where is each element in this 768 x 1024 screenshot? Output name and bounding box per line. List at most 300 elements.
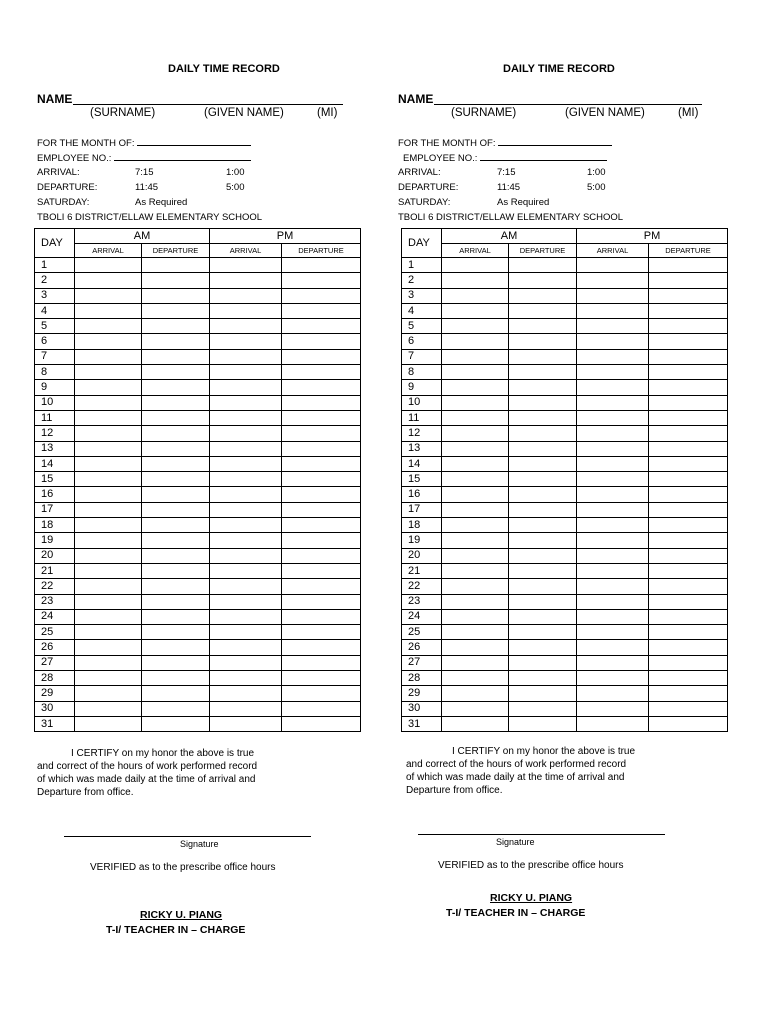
saturday-label: SATURDAY: <box>37 197 90 208</box>
pm-arrival-cell[interactable] <box>577 716 649 731</box>
pm-departure-cell[interactable] <box>282 472 361 487</box>
pm-arrival-cell[interactable] <box>577 395 649 410</box>
pm-arrival-cell[interactable] <box>577 548 649 563</box>
pm-departure-cell[interactable] <box>649 594 728 609</box>
pm-departure-cell[interactable] <box>649 563 728 578</box>
am-departure-cell[interactable] <box>142 319 210 334</box>
pm-departure-cell[interactable] <box>282 579 361 594</box>
pm-arrival-cell[interactable] <box>577 303 649 318</box>
am-departure-cell[interactable] <box>142 303 210 318</box>
am-departure-cell[interactable] <box>142 579 210 594</box>
am-arrival-cell[interactable] <box>442 625 509 640</box>
am-arrival-cell[interactable] <box>442 579 509 594</box>
dtr-form-right <box>398 0 728 1024</box>
am-arrival-cell[interactable] <box>75 288 142 303</box>
am-departure-cell[interactable] <box>142 609 210 624</box>
pm-arrival-cell[interactable] <box>577 625 649 640</box>
pm-arrival-cell[interactable] <box>577 579 649 594</box>
am-departure-cell[interactable] <box>509 426 577 441</box>
table-row <box>35 655 361 670</box>
pm-arrival-cell[interactable] <box>210 334 282 349</box>
am-arrival-cell[interactable] <box>442 395 509 410</box>
pm-departure-cell[interactable] <box>649 288 728 303</box>
pm-arrival-cell[interactable] <box>577 349 649 364</box>
pm-departure-cell[interactable] <box>649 349 728 364</box>
am-departure-cell[interactable] <box>509 579 577 594</box>
day-number: 20 <box>402 548 442 563</box>
am-departure-cell[interactable] <box>509 334 577 349</box>
am-arrival-cell[interactable] <box>75 319 142 334</box>
am-departure-cell[interactable] <box>509 365 577 380</box>
am-departure-cell[interactable] <box>509 609 577 624</box>
am-arrival-cell[interactable] <box>442 655 509 670</box>
pm-departure-cell[interactable] <box>282 334 361 349</box>
table-row <box>35 319 361 334</box>
pm-departure-cell[interactable] <box>649 533 728 548</box>
am-departure-cell[interactable] <box>142 487 210 502</box>
am-departure-cell[interactable] <box>142 441 210 456</box>
day-number: 22 <box>35 579 75 594</box>
pm-departure-cell[interactable] <box>282 395 361 410</box>
pm-arrival-cell[interactable] <box>210 441 282 456</box>
pm-arrival-cell[interactable] <box>210 426 282 441</box>
pm-departure-cell[interactable] <box>649 334 728 349</box>
am-departure-cell[interactable] <box>142 548 210 563</box>
am-arrival-cell[interactable] <box>442 349 509 364</box>
am-arrival-cell[interactable] <box>442 548 509 563</box>
pm-arrival-cell[interactable] <box>577 563 649 578</box>
am-arrival-cell[interactable] <box>442 472 509 487</box>
day-number: 7 <box>402 349 442 364</box>
am-arrival-cell[interactable] <box>75 365 142 380</box>
day-number: 26 <box>402 640 442 655</box>
am-departure-cell[interactable] <box>509 273 577 288</box>
am-arrival-cell[interactable] <box>75 671 142 686</box>
pm-arrival-cell[interactable] <box>577 655 649 670</box>
am-arrival-cell[interactable] <box>442 609 509 624</box>
pm-departure-cell[interactable] <box>282 548 361 563</box>
pm-departure-cell[interactable] <box>649 426 728 441</box>
pm-arrival-cell[interactable] <box>577 334 649 349</box>
am-departure-cell[interactable] <box>509 716 577 731</box>
am-departure-cell[interactable] <box>142 563 210 578</box>
table-row <box>35 395 361 410</box>
pm-arrival-cell[interactable] <box>210 701 282 716</box>
pm-arrival-cell[interactable] <box>210 303 282 318</box>
month-field[interactable] <box>137 137 251 146</box>
am-arrival-cell[interactable] <box>442 258 509 273</box>
pm-departure-cell[interactable] <box>282 319 361 334</box>
day-number: 31 <box>402 716 442 731</box>
pm-departure-cell[interactable] <box>649 671 728 686</box>
pm-arrival-cell[interactable] <box>577 365 649 380</box>
pm-departure-cell[interactable] <box>282 349 361 364</box>
am-departure-cell[interactable] <box>509 487 577 502</box>
pm-arrival-cell[interactable] <box>577 640 649 655</box>
am-arrival-cell[interactable] <box>75 548 142 563</box>
am-departure-cell[interactable] <box>142 518 210 533</box>
pm-arrival-cell[interactable] <box>577 686 649 701</box>
table-row <box>402 303 728 318</box>
am-arrival-cell[interactable] <box>75 258 142 273</box>
pm-arrival-cell[interactable] <box>210 686 282 701</box>
pm-departure-cell[interactable] <box>282 502 361 517</box>
am-departure-cell[interactable] <box>509 319 577 334</box>
day-number: 1 <box>35 258 75 273</box>
am-arrival-cell[interactable] <box>442 502 509 517</box>
pm-departure-cell[interactable] <box>649 319 728 334</box>
am-departure-cell[interactable] <box>509 533 577 548</box>
day-number: 4 <box>35 303 75 318</box>
pm-departure-cell[interactable] <box>649 380 728 395</box>
pm-departure-cell[interactable] <box>282 594 361 609</box>
am-departure-cell[interactable] <box>142 273 210 288</box>
am-departure-cell[interactable] <box>509 502 577 517</box>
pm-departure-cell[interactable] <box>649 441 728 456</box>
pm-departure-cell[interactable] <box>282 686 361 701</box>
am-departure-cell[interactable] <box>142 365 210 380</box>
am-departure-cell[interactable] <box>142 655 210 670</box>
pm-arrival-cell[interactable] <box>210 533 282 548</box>
given-name-caption: (GIVEN NAME) <box>565 107 645 119</box>
pm-arrival-cell[interactable] <box>210 518 282 533</box>
am-arrival-cell[interactable] <box>75 701 142 716</box>
pm-departure-cell[interactable] <box>282 487 361 502</box>
certification-line: I CERTIFY on my honor the above is true <box>452 746 636 757</box>
am-departure-cell[interactable] <box>509 655 577 670</box>
am-arrival-cell[interactable] <box>75 533 142 548</box>
am-arrival-cell[interactable] <box>75 579 142 594</box>
am-departure-cell[interactable] <box>142 395 210 410</box>
pm-departure-cell[interactable] <box>282 273 361 288</box>
pm-arrival-cell[interactable] <box>210 380 282 395</box>
pm-departure-cell[interactable] <box>649 701 728 716</box>
table-row <box>35 273 361 288</box>
am-departure-cell[interactable] <box>509 518 577 533</box>
pm-header: PM <box>577 229 728 244</box>
am-arrival-cell[interactable] <box>442 716 509 731</box>
am-departure-cell[interactable] <box>142 258 210 273</box>
table-row <box>35 594 361 609</box>
am-departure-cell[interactable] <box>142 426 210 441</box>
am-departure-cell[interactable] <box>509 671 577 686</box>
pm-arrival-cell[interactable] <box>210 410 282 425</box>
am-arrival-cell[interactable] <box>75 472 142 487</box>
am-arrival-cell[interactable] <box>442 303 509 318</box>
am-arrival-cell[interactable] <box>442 288 509 303</box>
am-departure-cell[interactable] <box>509 563 577 578</box>
am-departure-cell[interactable] <box>509 303 577 318</box>
pm-arrival-cell[interactable] <box>577 319 649 334</box>
am-arrival-cell[interactable] <box>75 487 142 502</box>
am-arrival-cell[interactable] <box>442 334 509 349</box>
departure-pm: 5:00 <box>587 182 606 193</box>
pm-departure-cell[interactable] <box>649 609 728 624</box>
pm-departure-cell[interactable] <box>649 548 728 563</box>
table-row <box>35 548 361 563</box>
pm-departure-cell[interactable] <box>282 625 361 640</box>
pm-arrival-cell[interactable] <box>577 288 649 303</box>
month-row <box>398 137 612 149</box>
pm-arrival-cell[interactable] <box>210 502 282 517</box>
pm-arrival-cell[interactable] <box>210 563 282 578</box>
am-departure-cell[interactable] <box>142 686 210 701</box>
signature-line[interactable] <box>64 836 311 837</box>
am-arrival-cell[interactable] <box>75 273 142 288</box>
am-arrival-cell[interactable] <box>75 563 142 578</box>
pm-departure-cell[interactable] <box>282 701 361 716</box>
am-departure-cell[interactable] <box>142 410 210 425</box>
am-arrival-cell[interactable] <box>75 441 142 456</box>
am-departure-cell[interactable] <box>142 533 210 548</box>
pm-departure-cell[interactable] <box>282 640 361 655</box>
name-line[interactable] <box>434 104 702 105</box>
pm-departure-cell[interactable] <box>282 410 361 425</box>
pm-arrival-cell[interactable] <box>210 671 282 686</box>
am-arrival-cell[interactable] <box>75 686 142 701</box>
pm-departure-cell[interactable] <box>649 472 728 487</box>
pm-departure-cell[interactable] <box>649 640 728 655</box>
pm-arrival-cell[interactable] <box>210 548 282 563</box>
day-number: 22 <box>402 579 442 594</box>
pm-arrival-cell[interactable] <box>577 487 649 502</box>
am-departure-cell[interactable] <box>142 625 210 640</box>
pm-departure-cell[interactable] <box>282 365 361 380</box>
pm-departure-cell[interactable] <box>649 410 728 425</box>
pm-arrival-cell[interactable] <box>210 579 282 594</box>
table-row <box>35 303 361 318</box>
pm-departure-cell[interactable] <box>649 625 728 640</box>
table-row <box>402 487 728 502</box>
am-arrival-cell[interactable] <box>75 518 142 533</box>
am-departure-cell[interactable] <box>142 716 210 731</box>
table-row <box>35 288 361 303</box>
am-departure-cell[interactable] <box>509 548 577 563</box>
pm-arrival-cell[interactable] <box>577 426 649 441</box>
am-departure-cell[interactable] <box>142 349 210 364</box>
am-departure-cell[interactable] <box>509 349 577 364</box>
table-row <box>35 518 361 533</box>
pm-arrival-cell[interactable] <box>577 441 649 456</box>
am-departure-header: DEPARTURE <box>142 244 210 258</box>
table-row <box>402 609 728 624</box>
am-arrival-cell[interactable] <box>75 410 142 425</box>
am-departure-cell[interactable] <box>142 640 210 655</box>
certification-line: of which was made daily at the time of arrival and <box>406 772 625 783</box>
pm-departure-cell[interactable] <box>282 288 361 303</box>
day-number: 2 <box>35 273 75 288</box>
surname-caption: (SURNAME) <box>451 107 517 119</box>
pm-departure-cell[interactable] <box>282 563 361 578</box>
am-departure-cell[interactable] <box>509 288 577 303</box>
am-arrival-cell[interactable] <box>75 640 142 655</box>
am-departure-cell[interactable] <box>142 502 210 517</box>
pm-departure-cell[interactable] <box>649 395 728 410</box>
am-departure-cell[interactable] <box>509 456 577 471</box>
pm-arrival-cell[interactable] <box>210 273 282 288</box>
am-departure-cell[interactable] <box>509 395 577 410</box>
pm-arrival-cell[interactable] <box>577 410 649 425</box>
form-title: DAILY TIME RECORD <box>168 63 280 75</box>
am-arrival-cell[interactable] <box>442 487 509 502</box>
pm-arrival-cell[interactable] <box>577 594 649 609</box>
pm-departure-cell[interactable] <box>649 273 728 288</box>
pm-departure-cell[interactable] <box>649 502 728 517</box>
am-arrival-cell[interactable] <box>75 395 142 410</box>
pm-departure-cell[interactable] <box>282 609 361 624</box>
table-row <box>35 380 361 395</box>
pm-arrival-cell[interactable] <box>577 472 649 487</box>
am-arrival-cell[interactable] <box>442 563 509 578</box>
am-arrival-cell[interactable] <box>442 319 509 334</box>
pm-departure-cell[interactable] <box>282 533 361 548</box>
pm-departure-cell[interactable] <box>282 426 361 441</box>
day-number: 3 <box>35 288 75 303</box>
am-departure-cell[interactable] <box>509 410 577 425</box>
pm-departure-cell[interactable] <box>649 365 728 380</box>
pm-departure-cell[interactable] <box>282 441 361 456</box>
employee-field[interactable] <box>480 152 607 161</box>
pm-arrival-cell[interactable] <box>577 518 649 533</box>
pm-departure-cell[interactable] <box>649 655 728 670</box>
day-number: 29 <box>402 686 442 701</box>
pm-arrival-cell[interactable] <box>210 655 282 670</box>
pm-arrival-cell[interactable] <box>210 716 282 731</box>
am-arrival-cell[interactable] <box>75 456 142 471</box>
am-departure-cell[interactable] <box>142 288 210 303</box>
pm-arrival-cell[interactable] <box>210 640 282 655</box>
am-departure-cell[interactable] <box>142 671 210 686</box>
pm-departure-cell[interactable] <box>649 456 728 471</box>
am-departure-cell[interactable] <box>142 472 210 487</box>
am-arrival-cell[interactable] <box>442 273 509 288</box>
pm-departure-cell[interactable] <box>282 671 361 686</box>
am-arrival-cell[interactable] <box>442 518 509 533</box>
am-arrival-cell[interactable] <box>442 410 509 425</box>
am-arrival-cell[interactable] <box>75 625 142 640</box>
am-arrival-cell[interactable] <box>442 701 509 716</box>
am-departure-cell[interactable] <box>509 441 577 456</box>
am-arrival-cell[interactable] <box>75 502 142 517</box>
pm-arrival-cell[interactable] <box>210 258 282 273</box>
am-departure-cell[interactable] <box>142 701 210 716</box>
am-arrival-cell[interactable] <box>75 609 142 624</box>
day-number: 6 <box>35 334 75 349</box>
pm-arrival-cell[interactable] <box>577 380 649 395</box>
am-departure-cell[interactable] <box>509 686 577 701</box>
verified-text: VERIFIED as to the prescribe office hours <box>90 862 276 873</box>
am-arrival-cell[interactable] <box>442 686 509 701</box>
pm-arrival-cell[interactable] <box>210 319 282 334</box>
am-departure-cell[interactable] <box>509 472 577 487</box>
am-departure-cell[interactable] <box>142 594 210 609</box>
am-arrival-cell[interactable] <box>75 426 142 441</box>
pm-arrival-cell[interactable] <box>210 395 282 410</box>
am-departure-cell[interactable] <box>509 640 577 655</box>
pm-departure-cell[interactable] <box>649 686 728 701</box>
day-number: 7 <box>35 349 75 364</box>
am-arrival-cell[interactable] <box>442 380 509 395</box>
pm-departure-cell[interactable] <box>282 716 361 731</box>
pm-arrival-cell[interactable] <box>210 487 282 502</box>
pm-arrival-cell[interactable] <box>210 365 282 380</box>
am-departure-cell[interactable] <box>509 380 577 395</box>
saturday-label: SATURDAY: <box>398 197 451 208</box>
am-departure-cell[interactable] <box>509 625 577 640</box>
pm-arrival-cell[interactable] <box>210 625 282 640</box>
signature-label: Signature <box>180 839 219 849</box>
am-departure-cell[interactable] <box>509 258 577 273</box>
am-departure-cell[interactable] <box>509 594 577 609</box>
pm-arrival-cell[interactable] <box>210 609 282 624</box>
pm-arrival-cell[interactable] <box>577 701 649 716</box>
pm-arrival-cell[interactable] <box>210 594 282 609</box>
am-departure-cell[interactable] <box>509 701 577 716</box>
am-arrival-cell[interactable] <box>75 303 142 318</box>
am-arrival-cell[interactable] <box>75 655 142 670</box>
pm-departure-cell[interactable] <box>282 303 361 318</box>
am-arrival-cell[interactable] <box>442 533 509 548</box>
am-arrival-cell[interactable] <box>75 334 142 349</box>
pm-arrival-cell[interactable] <box>210 456 282 471</box>
pm-arrival-cell[interactable] <box>210 288 282 303</box>
employee-field[interactable] <box>114 152 251 161</box>
pm-departure-cell[interactable] <box>649 518 728 533</box>
pm-departure-cell[interactable] <box>282 655 361 670</box>
am-arrival-cell[interactable] <box>75 380 142 395</box>
am-arrival-cell[interactable] <box>442 594 509 609</box>
pm-arrival-cell[interactable] <box>577 273 649 288</box>
pm-arrival-cell[interactable] <box>577 258 649 273</box>
pm-departure-cell[interactable] <box>649 716 728 731</box>
pm-departure-cell[interactable] <box>649 579 728 594</box>
pm-departure-cell[interactable] <box>649 487 728 502</box>
am-arrival-cell[interactable] <box>442 426 509 441</box>
am-arrival-cell[interactable] <box>75 349 142 364</box>
pm-arrival-cell[interactable] <box>210 472 282 487</box>
pm-arrival-cell[interactable] <box>577 456 649 471</box>
pm-departure-cell[interactable] <box>649 303 728 318</box>
am-arrival-cell[interactable] <box>442 456 509 471</box>
pm-arrival-cell[interactable] <box>577 609 649 624</box>
day-number: 13 <box>402 441 442 456</box>
pm-departure-cell[interactable] <box>649 258 728 273</box>
pm-departure-cell[interactable] <box>282 380 361 395</box>
am-arrival-cell[interactable] <box>442 441 509 456</box>
signature-line[interactable] <box>418 834 665 835</box>
pm-departure-cell[interactable] <box>282 518 361 533</box>
am-arrival-cell[interactable] <box>75 594 142 609</box>
pm-arrival-cell[interactable] <box>577 502 649 517</box>
pm-departure-cell[interactable] <box>282 258 361 273</box>
am-departure-cell[interactable] <box>142 334 210 349</box>
pm-arrival-cell[interactable] <box>210 349 282 364</box>
am-arrival-cell[interactable] <box>442 671 509 686</box>
am-departure-cell[interactable] <box>142 380 210 395</box>
day-number: 19 <box>35 533 75 548</box>
am-arrival-cell[interactable] <box>442 365 509 380</box>
am-arrival-cell[interactable] <box>75 716 142 731</box>
pm-departure-cell[interactable] <box>282 456 361 471</box>
name-line[interactable] <box>73 104 343 105</box>
am-arrival-cell[interactable] <box>442 640 509 655</box>
day-number: 2 <box>402 273 442 288</box>
table-row <box>35 349 361 364</box>
pm-arrival-cell[interactable] <box>577 671 649 686</box>
month-field[interactable] <box>498 137 612 146</box>
pm-arrival-cell[interactable] <box>577 533 649 548</box>
am-departure-cell[interactable] <box>142 456 210 471</box>
